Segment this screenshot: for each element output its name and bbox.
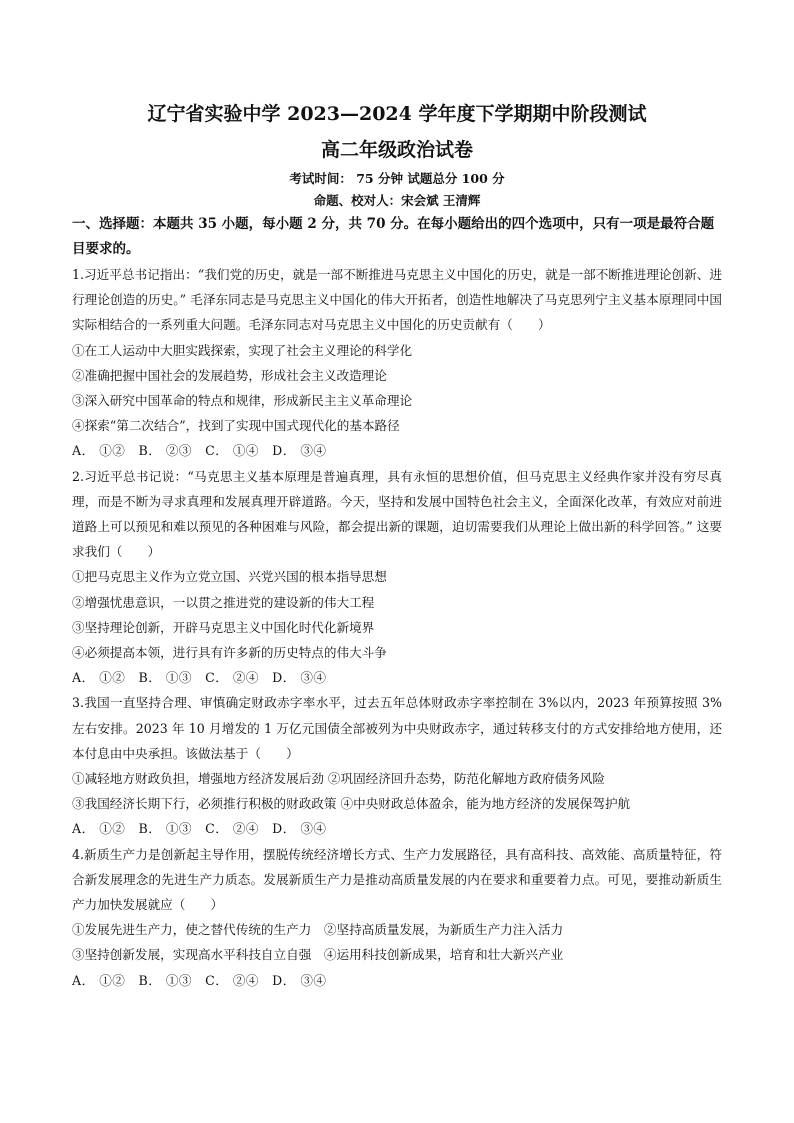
question-4 xyxy=(72,842,722,993)
option-line: ①发展先进生产力，使之替代传统的生产力 ②坚持高质量发展，为新质生产力注入活力 xyxy=(72,922,564,938)
question-stem: 1.习近平总书记指出：“我们党的历史，就是一部不断推进马克思主义中国化的历史，就是一部不断推进理论创新、进行理论创造的历史。” 毛泽东同志是马克思主义中国化的伟大开拓者，创造性地解决了马克思列宁主义基本原理同中国实际相结合的一系列重大问题。毛泽东同志对马克思主义中国化的历史贡献有（ ） xyxy=(72,267,722,333)
question-2 xyxy=(72,464,722,691)
question-3 xyxy=(72,690,722,841)
option-line: ④探索“第二次结合”，找到了实现中国式现代化的基本路径 xyxy=(72,418,400,434)
option-line: ②增强忧患意识，一以贯之推进党的建设新的伟大工程 xyxy=(72,594,375,610)
option-line: ③深入研究中国革命的特点和规律，形成新民主主义革命理论 xyxy=(72,393,413,409)
option-line: ③坚持理论创新，开辟马克思主义中国化时代化新境界 xyxy=(72,619,375,635)
section-heading: 一、选择题：本题共 35 小题，每小题 2 分，共 70 分。在每小题给出的四个选项中，只有一项是最符合题目要求的。 xyxy=(72,216,715,257)
answer-choices: A． ①② B． ②③ C． ①④ D． ③④ xyxy=(72,443,327,459)
answer-choices: A． ①② B． ①③ C． ②④ D． ③④ xyxy=(72,821,327,837)
option-line: ①减轻地方财政负担，增强地方经济发展后劲 ②巩固经济回升态势，防范化解地方政府债务风险 xyxy=(72,771,605,787)
option-line: ③我国经济长期下行，必须推行积极的财政政策 ④中央财政总体盈余，能为地方经济的发展保驾护航 xyxy=(72,796,631,812)
question-1 xyxy=(72,262,722,464)
option-line: ③坚持创新发展，实现高水平科技自立自强 ④运用科技创新成果，培育和壮大新兴产业 xyxy=(72,947,564,963)
page-subtitle: 高二年级政治试卷 xyxy=(320,139,473,161)
option-line: ④必须提高本领，进行具有许多新的历史特点的伟大斗争 xyxy=(72,645,387,661)
page-title: 辽宁省实验中学 2023—2024 学年度下学期期中阶段测试 xyxy=(147,103,647,125)
question-stem: 4.新质生产力是创新起主导作用，摆脱传统经济增长方式、生产力发展路径，具有高科技、高效能、高质量特征，符合新发展理念的先进生产力质态。发展新质生产力是推动高质量发展的内在要求和重要着力点。可见，要推动新质生产力加快发展就应（ ） xyxy=(72,846,722,913)
exam-page xyxy=(72,96,722,993)
answer-choices: A． ①② B． ①③ C． ②④ D． ③④ xyxy=(72,972,327,988)
authors: 命题、校对人：宋会斌 王清辉 xyxy=(313,193,481,208)
option-line: ①把马克思主义作为立党立国、兴党兴国的根本指导思想 xyxy=(72,569,387,585)
question-stem: 3.我国一直坚持合理、审慎确定财政赤字率水平，过去五年总体财政赤字率控制在 3%以内，2023 年预算按照 3%左右安排。2023 年 10 月增发的 1 万亿元国债全部被列为中央财政赤字，通过转移支付的方式安排给地方使用，还本付息由中央承担。该做法基于（ ） xyxy=(72,695,722,761)
option-line: ①在工人运动中大胆实践探索，实现了社会主义理论的科学化 xyxy=(72,342,413,358)
option-line: ②准确把握中国社会的发展趋势，形成社会主义改造理论 xyxy=(72,367,387,383)
question-stem: 2.习近平总书记说：“马克思主义基本原理是普遍真理，具有永恒的思想价值，但马克思主义经典作家并没有穷尽真理，而是不断为寻求真理和发展真理开辟道路。今天，坚持和发展中国特色社会主义，全面深化改革，有效应对前进道路上可以预见和难以预见的各种困难与风险，都会提出新的课题，迫切需要我们从理论上做出新的科学回答。” 这要求我们（ ） xyxy=(72,468,722,560)
answer-choices: A． ①② B． ①③ C． ②④ D． ③④ xyxy=(72,670,327,686)
exam-info: 考试时间： 75 分钟 试题总分 100 分 xyxy=(289,171,505,186)
